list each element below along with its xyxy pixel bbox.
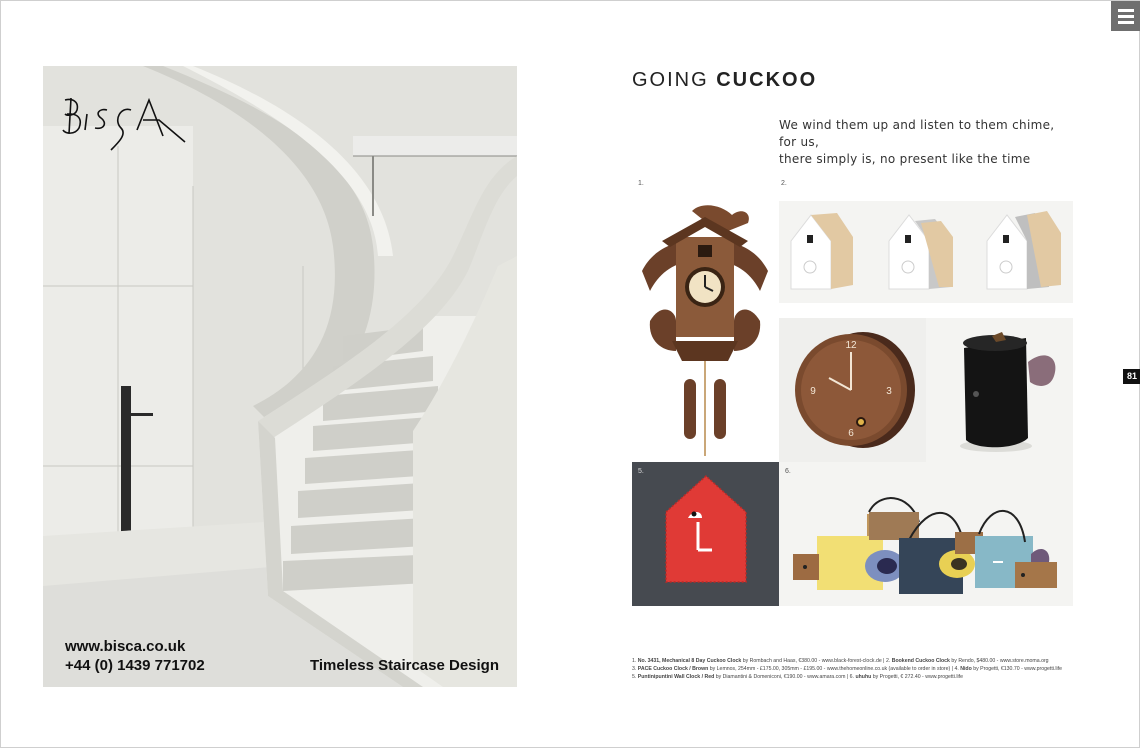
credit-product-name: PACE Cuckoo Clock / Brown — [637, 666, 709, 672]
ad-phone: +44 (0) 1439 771702 — [65, 657, 205, 674]
product-number: 5. — [638, 468, 644, 475]
credit-text: by Rendo, $480.00 - www.store.moma.org — [949, 658, 1049, 664]
product-number: 1. — [638, 180, 644, 187]
credit-text: by Progetti, €130.70 - www.progetti.life — [971, 666, 1063, 672]
product-photo-1[interactable] — [632, 201, 778, 461]
svg-text:12: 12 — [845, 340, 857, 351]
credit-text: by Diamantini & Domeniconi, €190.00 - www.amara.com | 6. — [714, 674, 856, 680]
hamburger-menu-icon-bar — [1118, 21, 1134, 24]
product-photo-2[interactable] — [779, 201, 1073, 303]
credit-text: by Lemnos, 254mm - £175.00, 305mm - £195.00 - www.thehomeonline.co.uk (available to order in store) | 4. — [708, 666, 961, 672]
red-house-clock-image — [632, 462, 779, 606]
intro-line: there simply is, no present like the time — [779, 152, 1031, 166]
credits-line — [632, 673, 1102, 681]
credit-product-name: Puntinipuntini Wall Clock / Red — [637, 674, 715, 680]
credits-line — [632, 657, 1102, 665]
product-number: 6. — [785, 468, 791, 475]
credit-text: by Rombach and Haas, €380.00 - www.black-forest-clock.de | 2. — [741, 658, 892, 664]
credit-text: 1. — [632, 658, 638, 664]
bookend-clocks-image — [779, 201, 1073, 303]
svg-text:3: 3 — [886, 386, 892, 397]
product-photo-5[interactable] — [632, 462, 779, 606]
credit-product-name: Bookend Cuckoo Clock — [891, 658, 950, 664]
svg-text:6: 6 — [848, 428, 854, 439]
hamburger-menu-icon-bar — [1118, 15, 1134, 18]
credit-text: 3. — [632, 666, 638, 672]
intro-line: We wind them up and listen to them chime, for us, — [779, 118, 1055, 149]
credit-text: by Progetti, € 272.40 - www.progetti.life — [871, 674, 963, 680]
bisca-logo — [59, 80, 189, 160]
product-credits — [632, 657, 1102, 681]
credits-line — [632, 665, 1102, 673]
menu-button[interactable] — [1111, 1, 1140, 31]
article-intro — [779, 117, 1059, 168]
credit-product-name: Nido — [960, 666, 972, 672]
product-photo-3[interactable] — [779, 318, 926, 462]
credit-product-name: uhuhu — [855, 674, 872, 680]
article-title — [632, 69, 817, 92]
pace-clock-image — [779, 318, 926, 462]
credit-text: 5. — [632, 674, 638, 680]
product-number: 2. — [781, 180, 787, 187]
title-bold: CUCKOO — [716, 69, 818, 91]
ad-url[interactable]: www.bisca.co.uk — [65, 638, 186, 655]
page-number: 81 — [1123, 369, 1140, 384]
bisca-advertisement[interactable] — [43, 66, 517, 687]
ad-tagline: Timeless Staircase Design — [310, 657, 499, 674]
hamburger-menu-icon — [1118, 9, 1134, 12]
credit-product-name: No. 3431, Mechanical 8 Day Cuckoo Clock — [637, 658, 742, 664]
svg-text:9: 9 — [810, 386, 816, 397]
product-photo-4[interactable] — [926, 318, 1073, 462]
product-photo-6[interactable] — [779, 462, 1073, 606]
uhuhu-clocks-image — [779, 462, 1073, 606]
title-light: GOING — [632, 69, 717, 91]
cuckoo-clock-carved-image — [632, 201, 778, 461]
nido-clock-image — [926, 318, 1073, 462]
